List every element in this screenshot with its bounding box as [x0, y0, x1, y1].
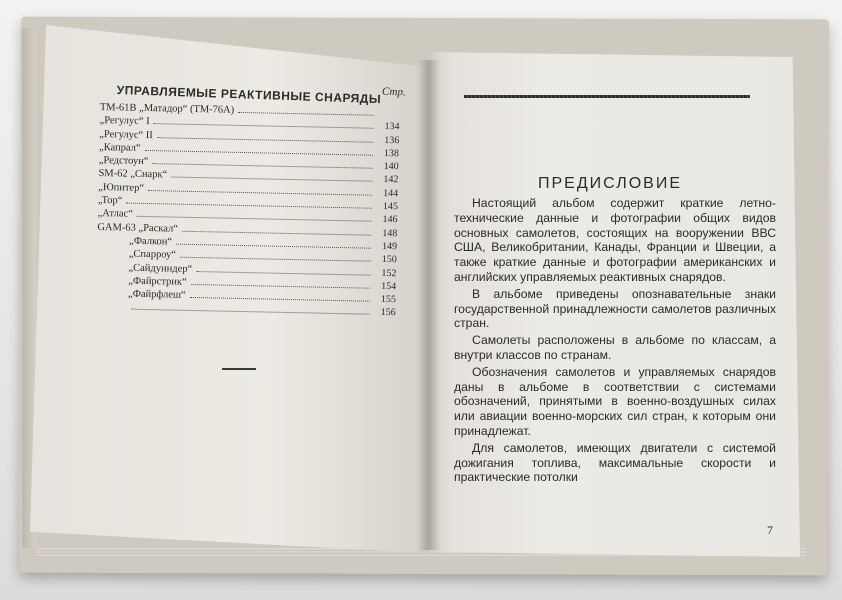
toc-entry-name: „Сайдуиндер“ — [128, 262, 193, 275]
toc-entry-page: 146 — [382, 214, 398, 226]
preface-paragraph: Настоящий альбом содержит краткие летно-технические данные и фотографии общих видов основных самолетов, состоящих на вооружении ВВС США, Великобритании, Канады, Франции и Швеции, а также краткие данные и фотографии американских и английских управляемых реактивных снарядов. — [454, 196, 776, 284]
header-rule — [464, 95, 750, 98]
toc-entry-name: „Атлас“ — [97, 208, 134, 221]
section-end-dash — [222, 368, 256, 370]
toc-entry-name: ТМ-61В „Матадор“ (ТМ-76А) — [99, 102, 235, 116]
toc-entry-page: 136 — [384, 134, 400, 146]
toc-entry-name: GAM-63 „Раскал“ — [97, 221, 179, 235]
toc-entry-page: 142 — [383, 174, 399, 186]
toc-entry-name: „Фалкон“ — [128, 235, 173, 248]
toc-entry-name: SM-62 „Снарк“ — [98, 168, 168, 181]
toc-entry-page: 134 — [384, 121, 400, 133]
toc-entry-name: „Регулус“ II — [99, 128, 153, 141]
toc-entry-name: „Регулус“ I — [99, 115, 150, 128]
toc-entry-page: 148 — [382, 227, 398, 239]
toc-entry-page: 138 — [383, 147, 400, 160]
preface-paragraph: Для самолетов, имеющих двигатели с системой дожигания топлива, максимальные скорости и практические потолки — [454, 440, 776, 485]
toc-entry-name: „Капрал“ — [98, 141, 141, 154]
preface-text — [454, 196, 776, 487]
preface-title: ПРЕДИСЛОВИЕ — [538, 175, 682, 192]
preface-paragraph: В альбоме приведены опознавательные знаки государственной принадлежности самолетов различных стран. — [454, 286, 776, 331]
preface-paragraph: Обозначения самолетов и управляемых снарядов даны в альбоме в соответствии с системами обозначений, принятыми в военно-воздушных силах или авиации военно-морских сил стран, к которым они принадлежат. — [454, 364, 776, 438]
toc-entry-name: „Спарроу“ — [128, 248, 177, 261]
toc-entry-name: „Редстоун“ — [98, 155, 149, 168]
toc-entry-page: 156 — [380, 307, 396, 319]
toc-entry-page: 149 — [381, 240, 398, 253]
toc-entry-page: 140 — [383, 161, 399, 173]
toc-entry-page: 155 — [380, 294, 397, 306]
toc-entry-page: 152 — [381, 267, 397, 279]
toc-entry-name: „Тор“ — [97, 195, 123, 207]
toc-entry-name: „Юпитер“ — [98, 181, 145, 194]
page-number: 7 — [767, 523, 773, 537]
toc-heading: УПРАВЛЯЕМЫЕ РЕАКТИВНЫЕ СНАРЯДЫ — [116, 83, 382, 107]
toc-list — [96, 102, 400, 321]
toc-entry-name: „Файрфлеш“ — [127, 288, 186, 301]
toc-entry-page: 154 — [381, 280, 397, 293]
book-gutter — [418, 60, 440, 550]
toc-entry-page: 144 — [383, 187, 399, 200]
toc-page-column-label: Стр. — [381, 85, 406, 99]
toc-entry-page: 145 — [382, 201, 398, 213]
preface-paragraph: Самолеты расположены в альбоме по классам, а внутри классов по странам. — [454, 333, 776, 362]
toc-entry-name: „Файрстрик“ — [128, 275, 187, 288]
toc-entry-page: 150 — [381, 254, 397, 266]
